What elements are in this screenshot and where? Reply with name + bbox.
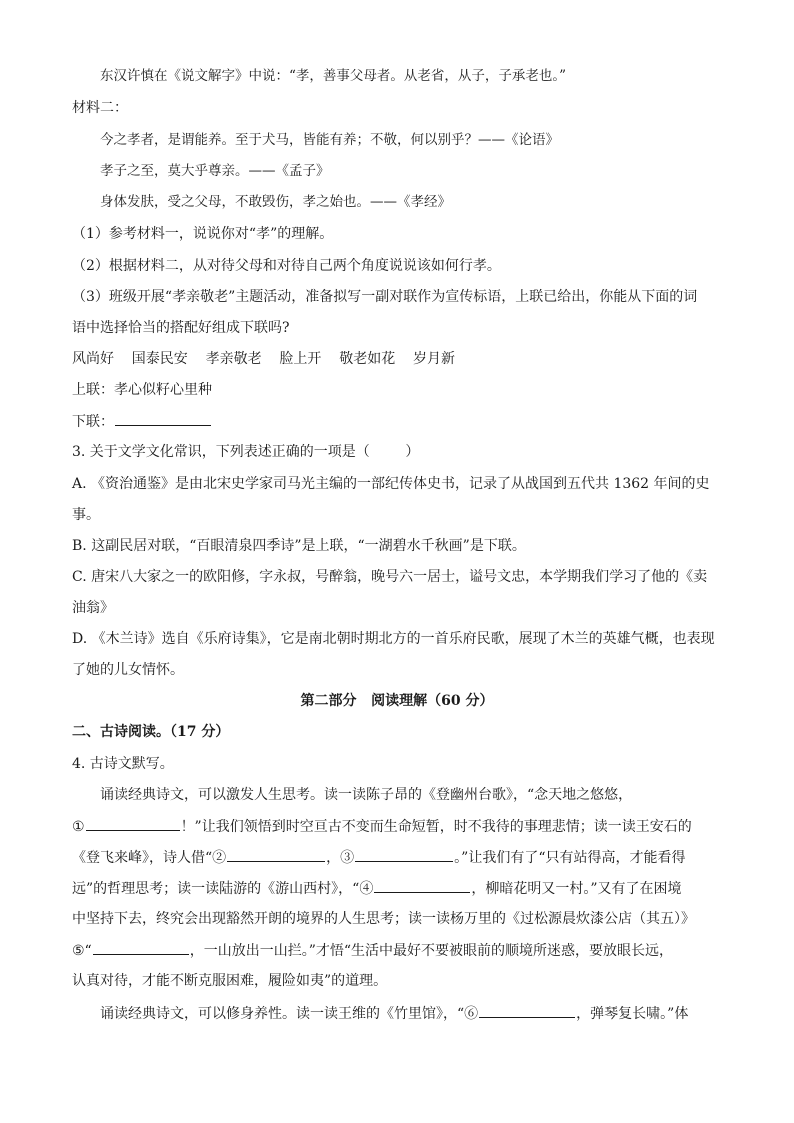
answer-blank-6[interactable] <box>479 1003 575 1018</box>
q3-option-a-line1: A. 《资治通鉴》是由北宋史学家司马光主编的一部纪传体史书，记录了从战国到五代共 1362 年间的史 <box>72 476 710 492</box>
material1-quote: 东汉许慎在《说文解字》中说：“孝，善事父母者。从老省，从子，子承老也。” <box>100 68 567 84</box>
q4-p2-line1 <box>100 1003 750 1024</box>
q3-stem: 3. 关于文学文化常识，下列表述正确的一项是（ ） <box>72 444 420 460</box>
q3-option-c-line1: C. 唐宋八大家之一的欧阳修，字永叔，号醉翁，晚号六一居士，谥号文忠，本学期我们学习了他的《卖 <box>72 569 708 585</box>
answer-blank-2[interactable] <box>227 847 325 862</box>
q3-option-d-line1: D. 《木兰诗》选自《乐府诗集》，它是南北朝时期北方的一首乐府民歌，展现了木兰的英雄气概，也表现 <box>72 631 715 647</box>
q3-option-d-line2: 了她的儿女情怀。 <box>72 662 184 678</box>
part2-title: 第二部分 阅读理解（60 分） <box>300 693 494 709</box>
material2-quote-lunyu: 今之孝者，是谓能养。至于犬马，皆能有养；不敬，何以别乎？——《论语》 <box>100 132 559 148</box>
q4-p1-line3-text-a: 《登飞来峰》，诗人借“② <box>72 850 227 866</box>
q4-p1-line1: 诵读经典诗文，可以激发人生思考。读一读陈子昂的《登幽州台歌》，“念天地之悠悠， <box>100 787 633 803</box>
answer-blank-5[interactable] <box>93 940 189 955</box>
q2-sub3-line2: 语中选择恰当的搭配好组成下联吗? <box>72 320 290 336</box>
q2-sub3-line1: （3）班级开展“孝亲敬老”主题活动，准备拟写一副对联作为宣传标语，上联已给出，你能从下面的词 <box>72 289 698 305</box>
q3-option-c-line2: 油翁》 <box>72 600 114 616</box>
material2-label: 材料二： <box>72 100 128 116</box>
q4-p1-line3-text-b: ，③ <box>326 850 355 866</box>
q2-sub1: （1）参考材料一，说说你对“孝”的理解。 <box>72 226 334 242</box>
q4-p1-line7: 认真对待，才能不断克服困难，履险如夷”的道理。 <box>72 973 388 989</box>
material2-quote-mengzi: 孝子之至，莫大乎尊亲。——《孟子》 <box>100 163 330 179</box>
q4-p2-text-b: ，弹琴复长啸。”体 <box>576 1006 689 1022</box>
couplet-upper: 上联：孝心似籽心里种 <box>72 382 212 398</box>
q4-p1-line4 <box>72 878 722 899</box>
couplet-lower-label: 下联： <box>72 414 114 430</box>
answer-blank-3[interactable] <box>355 847 453 862</box>
section2-title: 二、古诗阅读。（17 分） <box>72 724 230 740</box>
q4-stem: 4. 古诗文默写。 <box>72 756 174 772</box>
q4-p1-line5: 中坚持下去，终究会出现豁然开朗的境界的人生思考；读一读杨万里的《过松源晨炊漆公店（其五）》 <box>72 911 695 927</box>
q4-p1-line2 <box>72 816 722 837</box>
couplet-lower-row <box>72 411 722 432</box>
q4-p1-line6 <box>72 940 722 961</box>
q4-p2-text-a: 诵读经典诗文，可以修身养性。读一读王维的《竹里馆》，“⑥ <box>100 1006 479 1022</box>
couplet-lower-blank[interactable] <box>115 411 211 426</box>
q3-option-a-line2: 事。 <box>72 507 100 523</box>
answer-blank-1[interactable] <box>86 816 180 831</box>
q4-p1-line4-text-a: 远”的哲理思考；读一读陆游的《游山西村》，“④ <box>72 881 374 897</box>
word-options: 风尚好 国泰民安 孝亲敬老 脸上开 敬老如花 岁月新 <box>72 351 456 367</box>
q4-p1-line2-text: ！”让我们领悟到时空亘古不变而生命短暂，时不我待的事理悲情；读一读王安石的 <box>180 819 692 835</box>
q4-p1-line6-text-b: ，一山放出一山拦。”才悟“生活中最好不要被眼前的顺境所迷惑，要放眼长远， <box>189 943 674 959</box>
answer-blank-4[interactable] <box>374 878 470 893</box>
q4-p1-line3 <box>72 847 722 868</box>
q2-sub2: （2）根据材料二，从对待父母和对待自己两个角度说说该如何行孝。 <box>72 258 501 274</box>
material2-quote-xiaojing: 身体发肤，受之父母，不敢毁伤，孝之始也。——《孝经》 <box>100 194 451 210</box>
q4-p1-line6-text-a: ⑤“ <box>72 943 92 959</box>
q3-option-b: B. 这副民居对联，“百眼清泉四季诗”是上联，“一湖碧水千秋画”是下联。 <box>72 538 526 554</box>
blank-marker-1: ① <box>72 819 85 835</box>
q4-p1-line3-text-c: 。”让我们有了“只有站得高，才能看得 <box>454 850 686 866</box>
q4-p1-line4-text-b: ，柳暗花明又一村。”又有了在困境 <box>471 881 682 897</box>
